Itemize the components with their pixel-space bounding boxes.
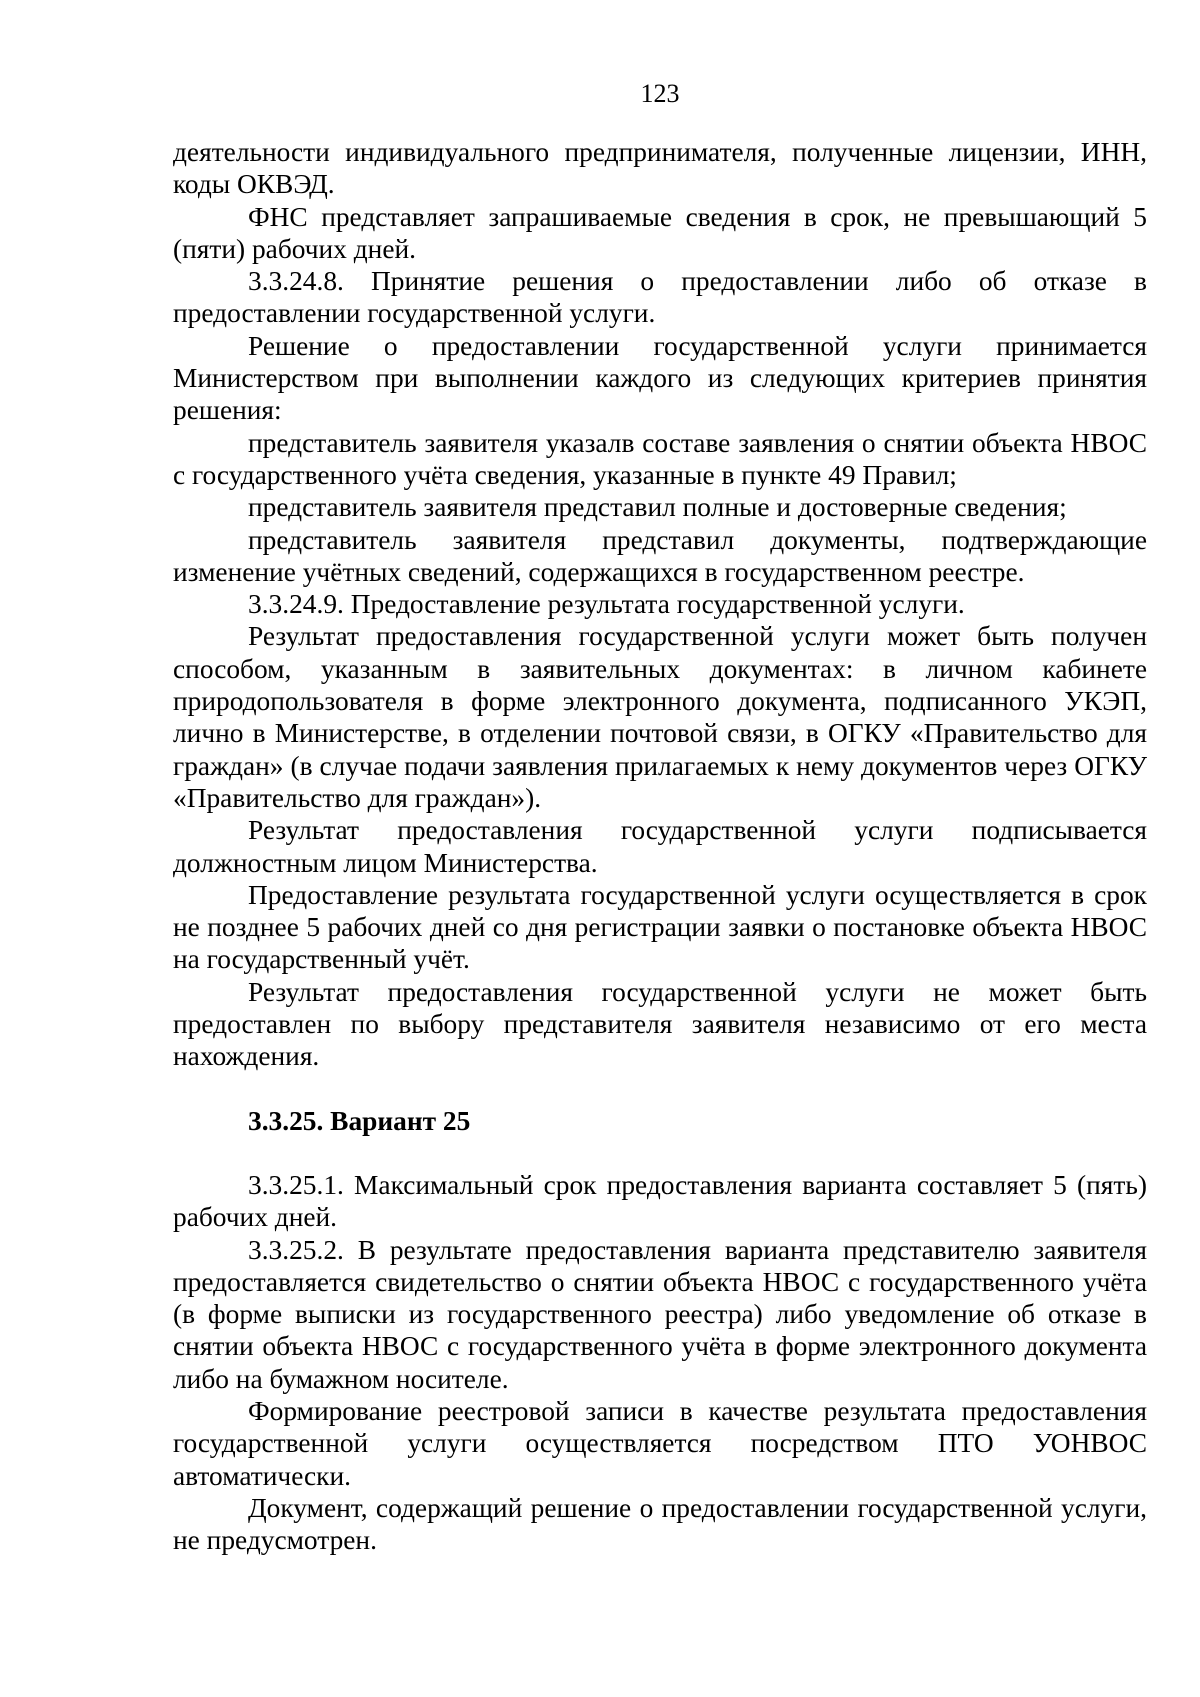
paragraph: Предоставление результата государственной услуги осуществляется в срок не позднее 5 рабочих дней со дня регистрации заявки о постановке объекта НВОС на государственный учёт.: [173, 879, 1147, 975]
paragraph: представитель заявителя представил документы, подтверждающие изменение учётных сведений, содержащихся в государственном реестре.: [173, 524, 1147, 587]
paragraph: Решение о предоставлении государственной услуги принимается Министерством при выполнении каждого из следующих критериев принятия решения:: [173, 330, 1147, 426]
document-body: [173, 136, 1147, 1556]
paragraph: Формирование реестровой записи в качестве результата предоставления государственной услуги осуществляется посредством ПТО УОНВОС автоматически.: [173, 1395, 1147, 1491]
paragraph: ФНС представляет запрашиваемые сведения в срок, не превышающий 5 (пяти) рабочих дней.: [173, 201, 1147, 264]
paragraph: Результат предоставления государственной услуги подписывается должностным лицом Министерства.: [173, 815, 1147, 878]
paragraph: 3.3.24.8. Принятие решения о предоставлении либо об отказе в предоставлении государственной услуги.: [173, 266, 1147, 329]
paragraph: 3.3.25.2. В результате предоставления варианта представителю заявителя предоставляется свидетельство о снятии объекта НВОС с государственного учёта (в форме выписки из государственного реестра) либо уведомление об отказе в снятии объекта НВОС с государственного учёта в форме электронного документа либо на бумажном носителе.: [173, 1234, 1147, 1394]
paragraph: 3.3.24.9. Предоставление результата государственной услуги.: [248, 589, 965, 620]
section-heading: 3.3.25. Вариант 25: [248, 1105, 471, 1136]
page-number: 123: [640, 79, 680, 108]
paragraph: деятельности индивидуального предпринимателя, полученные лицензии, ИНН, коды ОКВЭД.: [173, 137, 1147, 200]
paragraph: Результат предоставления государственной услуги не может быть предоставлен по выбору представителя заявителя независимо от его места нахождения.: [173, 976, 1147, 1072]
paragraph: 3.3.25.1. Максимальный срок предоставления варианта составляет 5 (пять) рабочих дней.: [173, 1169, 1147, 1233]
paragraph: Документ, содержащий решение о предоставлении государственной услуги, не предусмотрен.: [173, 1492, 1147, 1556]
paragraph: представитель заявителя представил полные и достоверные сведения;: [248, 492, 1067, 523]
paragraph: Результат предоставления государственной услуги может быть получен способом, указанным в заявительных документах: в личном кабинете природопользователя в форме электронного документа, подписанного УКЭП, лично в Министерстве, в отделении почтовой связи, в ОГКУ «Правительство для граждан» (в случае подачи заявления прилагаемых к нему документов через ОГКУ «Правительство для граждан»).: [173, 621, 1147, 813]
paragraph: представитель заявителя указалв составе заявления о снятии объекта НВОС с государственного учёта сведения, указанные в пункте 49 Правил;: [173, 427, 1147, 490]
